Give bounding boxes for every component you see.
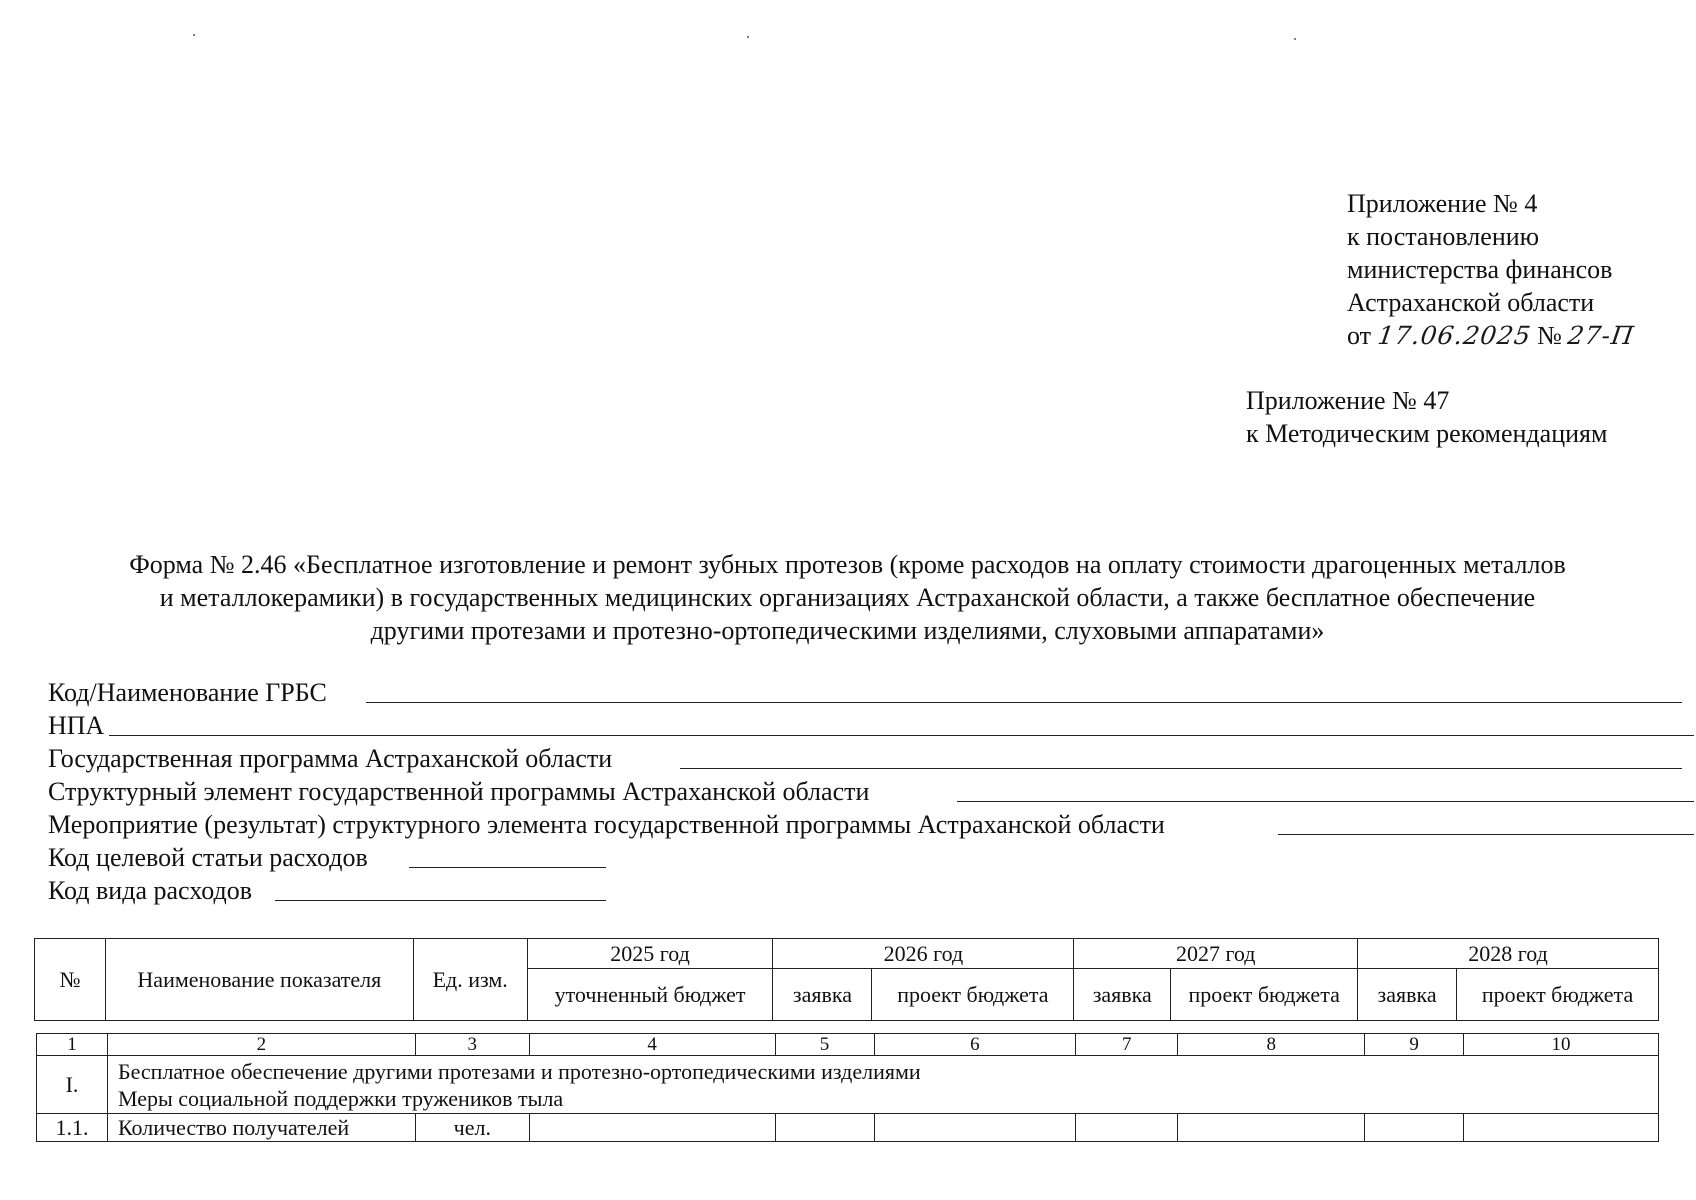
appendix-4-line2: к постановлению — [1347, 222, 1540, 251]
section-row — [37, 1056, 1659, 1114]
handwritten-number: 27-П — [1566, 321, 1637, 350]
field-blank-line[interactable] — [680, 768, 1682, 769]
field-grbs — [48, 676, 1165, 709]
row-unit: чел. — [415, 1114, 529, 1142]
indicators-body-table — [36, 1033, 1659, 1142]
header-draft-budget-2028: проект бюджета — [1457, 969, 1659, 1021]
field-label: Государственная программа Астраханской области — [48, 744, 613, 773]
scan-speck — [747, 36, 749, 38]
column-number: 8 — [1178, 1034, 1365, 1056]
section-number: I. — [37, 1056, 108, 1114]
row-cell-draft-budget-2027[interactable] — [1178, 1114, 1365, 1142]
appendix-4-date-line — [1347, 319, 1635, 352]
row-cell-draft-budget-2026[interactable] — [874, 1114, 1076, 1142]
field-label: Код целевой статьи расходов — [48, 843, 368, 872]
from-label: от — [1347, 321, 1372, 350]
column-number: 3 — [415, 1034, 529, 1056]
field-state-program — [48, 742, 1165, 775]
row-cell-request-2026[interactable] — [775, 1114, 874, 1142]
header-year-2026: 2026 год — [773, 939, 1074, 969]
field-blank-line[interactable] — [957, 801, 1694, 802]
scan-speck — [1294, 38, 1296, 40]
field-structural-element — [48, 775, 1165, 808]
section-title-line1: Бесплатное обеспечение другими протезами и протезно-ортопедическими изделиями — [117, 1058, 921, 1084]
field-blank-line[interactable] — [366, 702, 1682, 703]
form-title-line3: другими протезами и протезно-ортопедическими изделиями, слуховыми аппаратами» — [370, 616, 1325, 645]
header-draft-budget-2027: проект бюджета — [1171, 969, 1358, 1021]
scan-speck — [193, 34, 195, 36]
field-label: Код вида расходов — [48, 876, 252, 905]
form-fields — [48, 676, 1165, 907]
column-number: 5 — [775, 1034, 874, 1056]
row-cell-request-2028[interactable] — [1365, 1114, 1464, 1142]
form-title-line2: и металлокерамики) в государственных медицинских организациях Астраханской области, а также бесплатное обеспечение — [159, 583, 1536, 612]
field-label: Структурный элемент государственной программы Астраханской области — [48, 777, 870, 806]
field-target-article-code — [48, 841, 1165, 874]
appendix-4-title: Приложение № 4 — [1347, 189, 1538, 218]
appendix-4-block — [1347, 187, 1635, 352]
header-request-2026: заявка — [773, 969, 872, 1021]
table-row — [37, 1114, 1659, 1142]
column-number: 7 — [1076, 1034, 1178, 1056]
column-number: 2 — [107, 1034, 415, 1056]
header-year-2027: 2027 год — [1074, 939, 1358, 969]
header-year-2028: 2028 год — [1358, 939, 1659, 969]
form-title — [40, 548, 1655, 647]
form-title-line1: Форма № 2.46 «Бесплатное изготовление и ремонт зубных протезов (кроме расходов на оплату стоимости драгоценных металлов — [129, 550, 1566, 579]
header-request-2027: заявка — [1074, 969, 1171, 1021]
field-blank-line[interactable] — [409, 867, 606, 868]
handwritten-date: 17.06.2025 — [1375, 321, 1533, 350]
appendix-4-line3: министерства финансов — [1347, 255, 1613, 284]
row-cell-draft-budget-2028[interactable] — [1464, 1114, 1659, 1142]
column-number: 6 — [874, 1034, 1076, 1056]
header-year-2025: 2025 год — [527, 939, 773, 969]
appendix-47-line2: к Методическим рекомендациям — [1246, 419, 1608, 448]
section-title-line2: Меры социальной поддержки тружеников тыла — [117, 1085, 564, 1111]
field-blank-line[interactable] — [1278, 834, 1694, 835]
number-sign: № — [1537, 321, 1562, 350]
appendix-47-title: Приложение № 47 — [1246, 386, 1450, 415]
field-label: Мероприятие (результат) структурного элемента государственной программы Астраханской области — [48, 810, 1165, 839]
section-title — [107, 1056, 1658, 1114]
field-npa — [48, 709, 1165, 742]
header-number: № — [35, 939, 106, 1021]
header-refined-budget-2025: уточненный бюджет — [527, 969, 773, 1021]
header-unit: Ед. изм. — [413, 939, 527, 1021]
field-expense-type-code — [48, 874, 1165, 907]
appendix-47-block — [1246, 384, 1607, 450]
column-number: 10 — [1464, 1034, 1659, 1056]
field-blank-line[interactable] — [275, 900, 606, 901]
indicators-header-table — [34, 938, 1659, 1021]
field-blank-line[interactable] — [109, 735, 1694, 736]
field-label: Код/Наименование ГРБС — [48, 678, 327, 707]
row-cell-request-2027[interactable] — [1076, 1114, 1178, 1142]
appendix-4-line4: Астраханской области — [1347, 288, 1595, 317]
row-number: 1.1. — [37, 1114, 108, 1142]
column-number: 9 — [1365, 1034, 1464, 1056]
column-number-row — [37, 1034, 1659, 1056]
field-event — [48, 808, 1165, 841]
header-request-2028: заявка — [1358, 969, 1457, 1021]
column-number: 4 — [529, 1034, 775, 1056]
column-number: 1 — [37, 1034, 108, 1056]
field-label: НПА — [48, 711, 105, 740]
header-indicator-name: Наименование показателя — [105, 939, 413, 1021]
row-cell-refined-budget-2025[interactable] — [529, 1114, 775, 1142]
header-draft-budget-2026: проект бюджета — [872, 969, 1074, 1021]
row-indicator-name: Количество получателей — [107, 1114, 415, 1142]
